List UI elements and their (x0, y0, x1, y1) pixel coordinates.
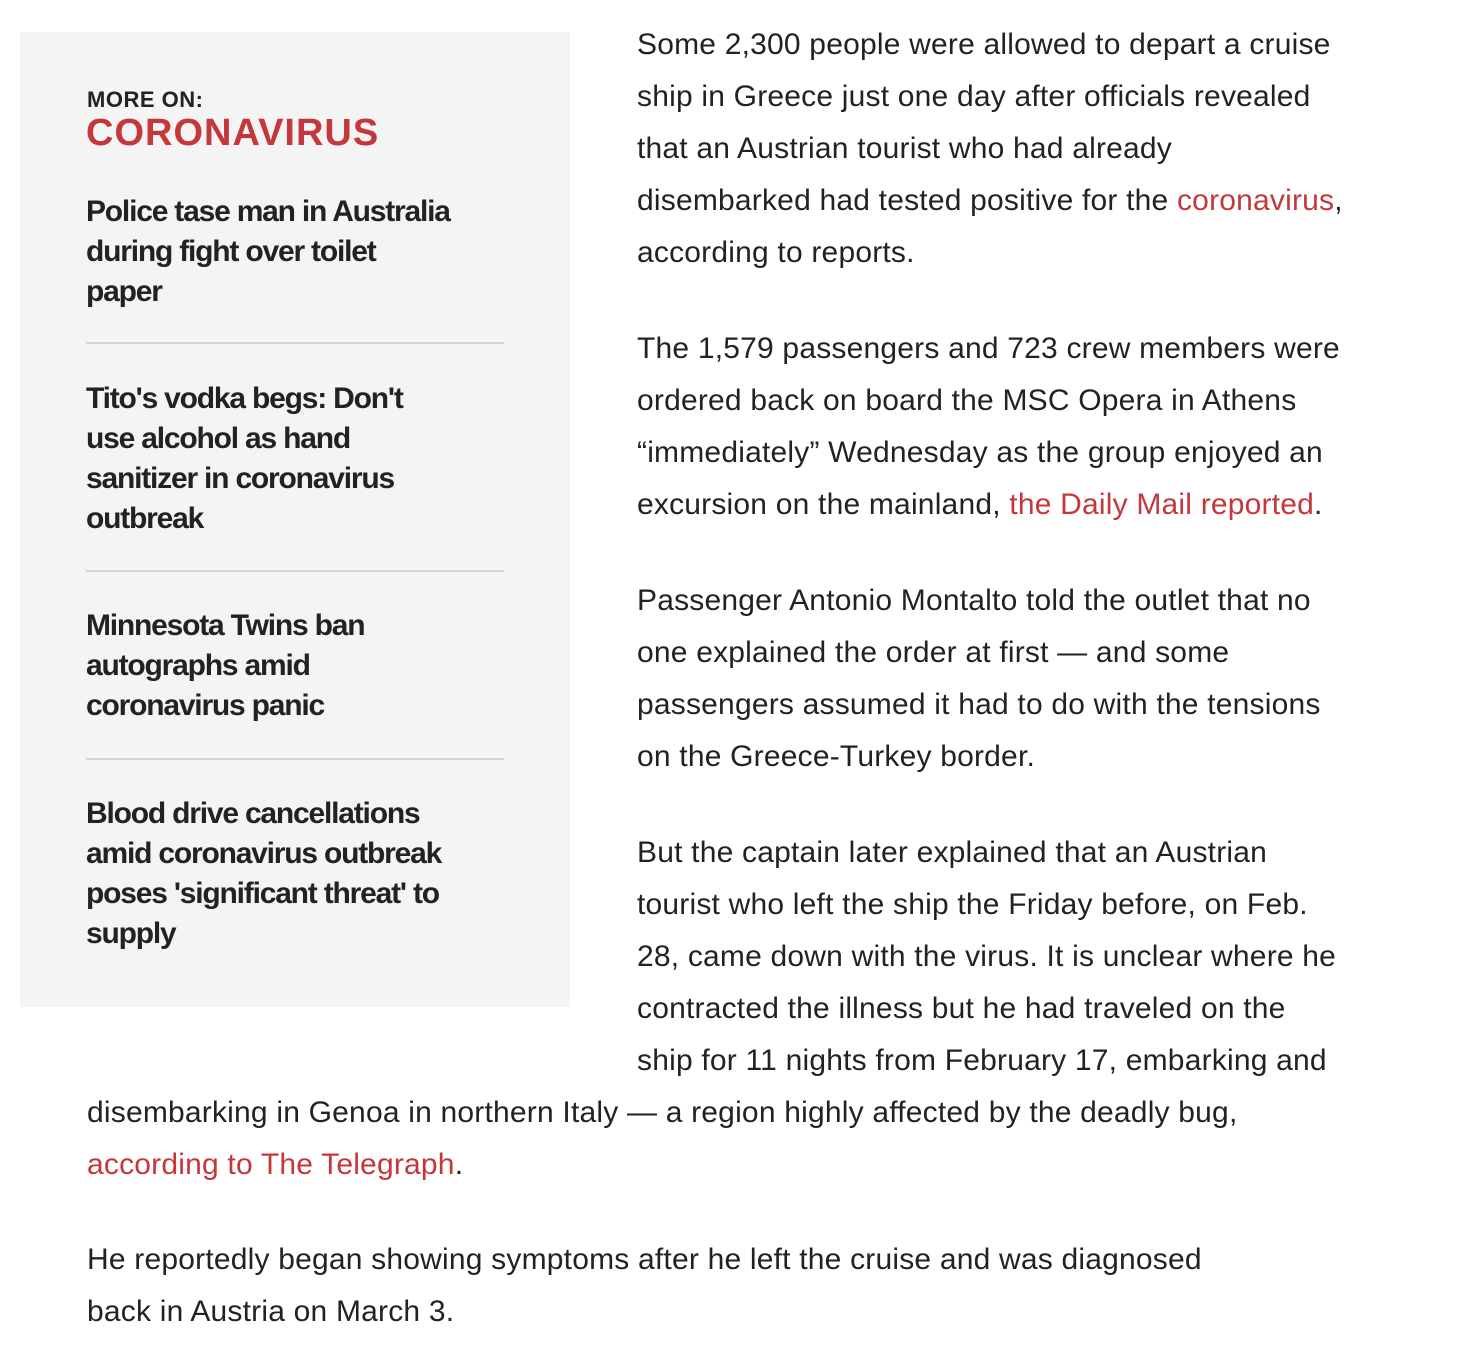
paragraph-line (87, 1139, 1237, 1191)
article-paragraph (637, 575, 1321, 783)
paragraph-line: Passenger Antonio Montalto told the outlet that no (637, 584, 1311, 617)
story-title-line: autographs amid (86, 649, 310, 682)
story-link[interactable] (86, 192, 506, 312)
paragraph-line: But the captain later explained that an Austrian (637, 836, 1268, 869)
story-title-line: during fight over toilet (86, 235, 376, 268)
paragraph-line: 28, came down with the virus. It is unclear where he (637, 940, 1337, 973)
more-on-sidebar (20, 32, 570, 1007)
story-title-line: Tito's vodka begs: Don't (86, 382, 403, 415)
paragraph-line: back in Austria on March 3. (87, 1295, 455, 1328)
story-link[interactable] (86, 606, 506, 726)
story-title-line: coronavirus panic (86, 689, 325, 722)
coronavirus-link[interactable]: coronavirus (1176, 184, 1335, 217)
story-title-line: poses 'significant threat' to (86, 877, 439, 910)
text-run: . (454, 1148, 464, 1181)
story-title-line: use alcohol as hand (86, 422, 350, 455)
article-paragraph (637, 323, 1340, 531)
text-run: , (1334, 184, 1343, 217)
story-link[interactable] (86, 794, 506, 954)
paragraph-line: that an Austrian tourist who had already (637, 132, 1172, 165)
daily-mail-link[interactable]: the Daily Mail reported (1009, 488, 1315, 521)
story-divider (86, 758, 504, 760)
story-title-line: Police tase man in Australia (86, 195, 450, 228)
article-paragraph (637, 19, 1343, 279)
paragraph-line: ship in Greece just one day after officials revealed (637, 80, 1311, 113)
text-run: disembarked had tested positive for the (637, 184, 1177, 217)
paragraph-line: on the Greece-Turkey border. (637, 740, 1036, 773)
story-divider (86, 570, 504, 572)
story-link[interactable] (86, 379, 506, 539)
telegraph-link[interactable]: according to The Telegraph (87, 1148, 455, 1181)
story-title-line: paper (86, 275, 162, 308)
story-divider (86, 342, 504, 344)
paragraph-line: “immediately” Wednesday as the group enjoyed an (637, 436, 1323, 469)
story-title-line: amid coronavirus outbreak (86, 837, 442, 870)
paragraph-line: according to reports. (637, 236, 915, 269)
story-title-line: Blood drive cancellations (86, 797, 420, 830)
paragraph-line (637, 479, 1340, 531)
story-title-line: outbreak (86, 502, 204, 535)
story-title-line: supply (86, 917, 176, 950)
paragraph-line: contracted the illness but he had traveled on the (637, 992, 1286, 1025)
topic-link-coronavirus[interactable]: CORONAVIRUS (86, 112, 380, 154)
paragraph-line: The 1,579 passengers and 723 crew members were (637, 332, 1340, 365)
paragraph-line: He reportedly began showing symptoms after he left the cruise and was diagnosed (87, 1243, 1202, 1276)
text-run: excursion on the mainland, (637, 488, 1010, 521)
paragraph-line (637, 175, 1343, 227)
paragraph-line: disembarking in Genoa in northern Italy — a region highly affected by the deadly bug, (87, 1096, 1238, 1129)
paragraph-line: Some 2,300 people were allowed to depart a cruise (637, 28, 1331, 61)
article-paragraph (87, 1234, 1202, 1338)
paragraph-line: ordered back on board the MSC Opera in Athens (637, 384, 1297, 417)
paragraph-line: passengers assumed it had to do with the tensions (637, 688, 1321, 721)
text-run: . (1314, 488, 1323, 521)
more-on-label: MORE ON: (87, 87, 204, 112)
story-title-line: sanitizer in coronavirus (86, 462, 394, 495)
paragraph-line: ship for 11 nights from February 17, embarking and (637, 1044, 1327, 1077)
paragraph-line: one explained the order at first — and some (637, 636, 1230, 669)
article-paragraph (637, 827, 1336, 1087)
paragraph-line: tourist who left the ship the Friday before, on Feb. (637, 888, 1308, 921)
story-title-line: Minnesota Twins ban (86, 609, 365, 642)
article-paragraph-continued (87, 1087, 1237, 1191)
